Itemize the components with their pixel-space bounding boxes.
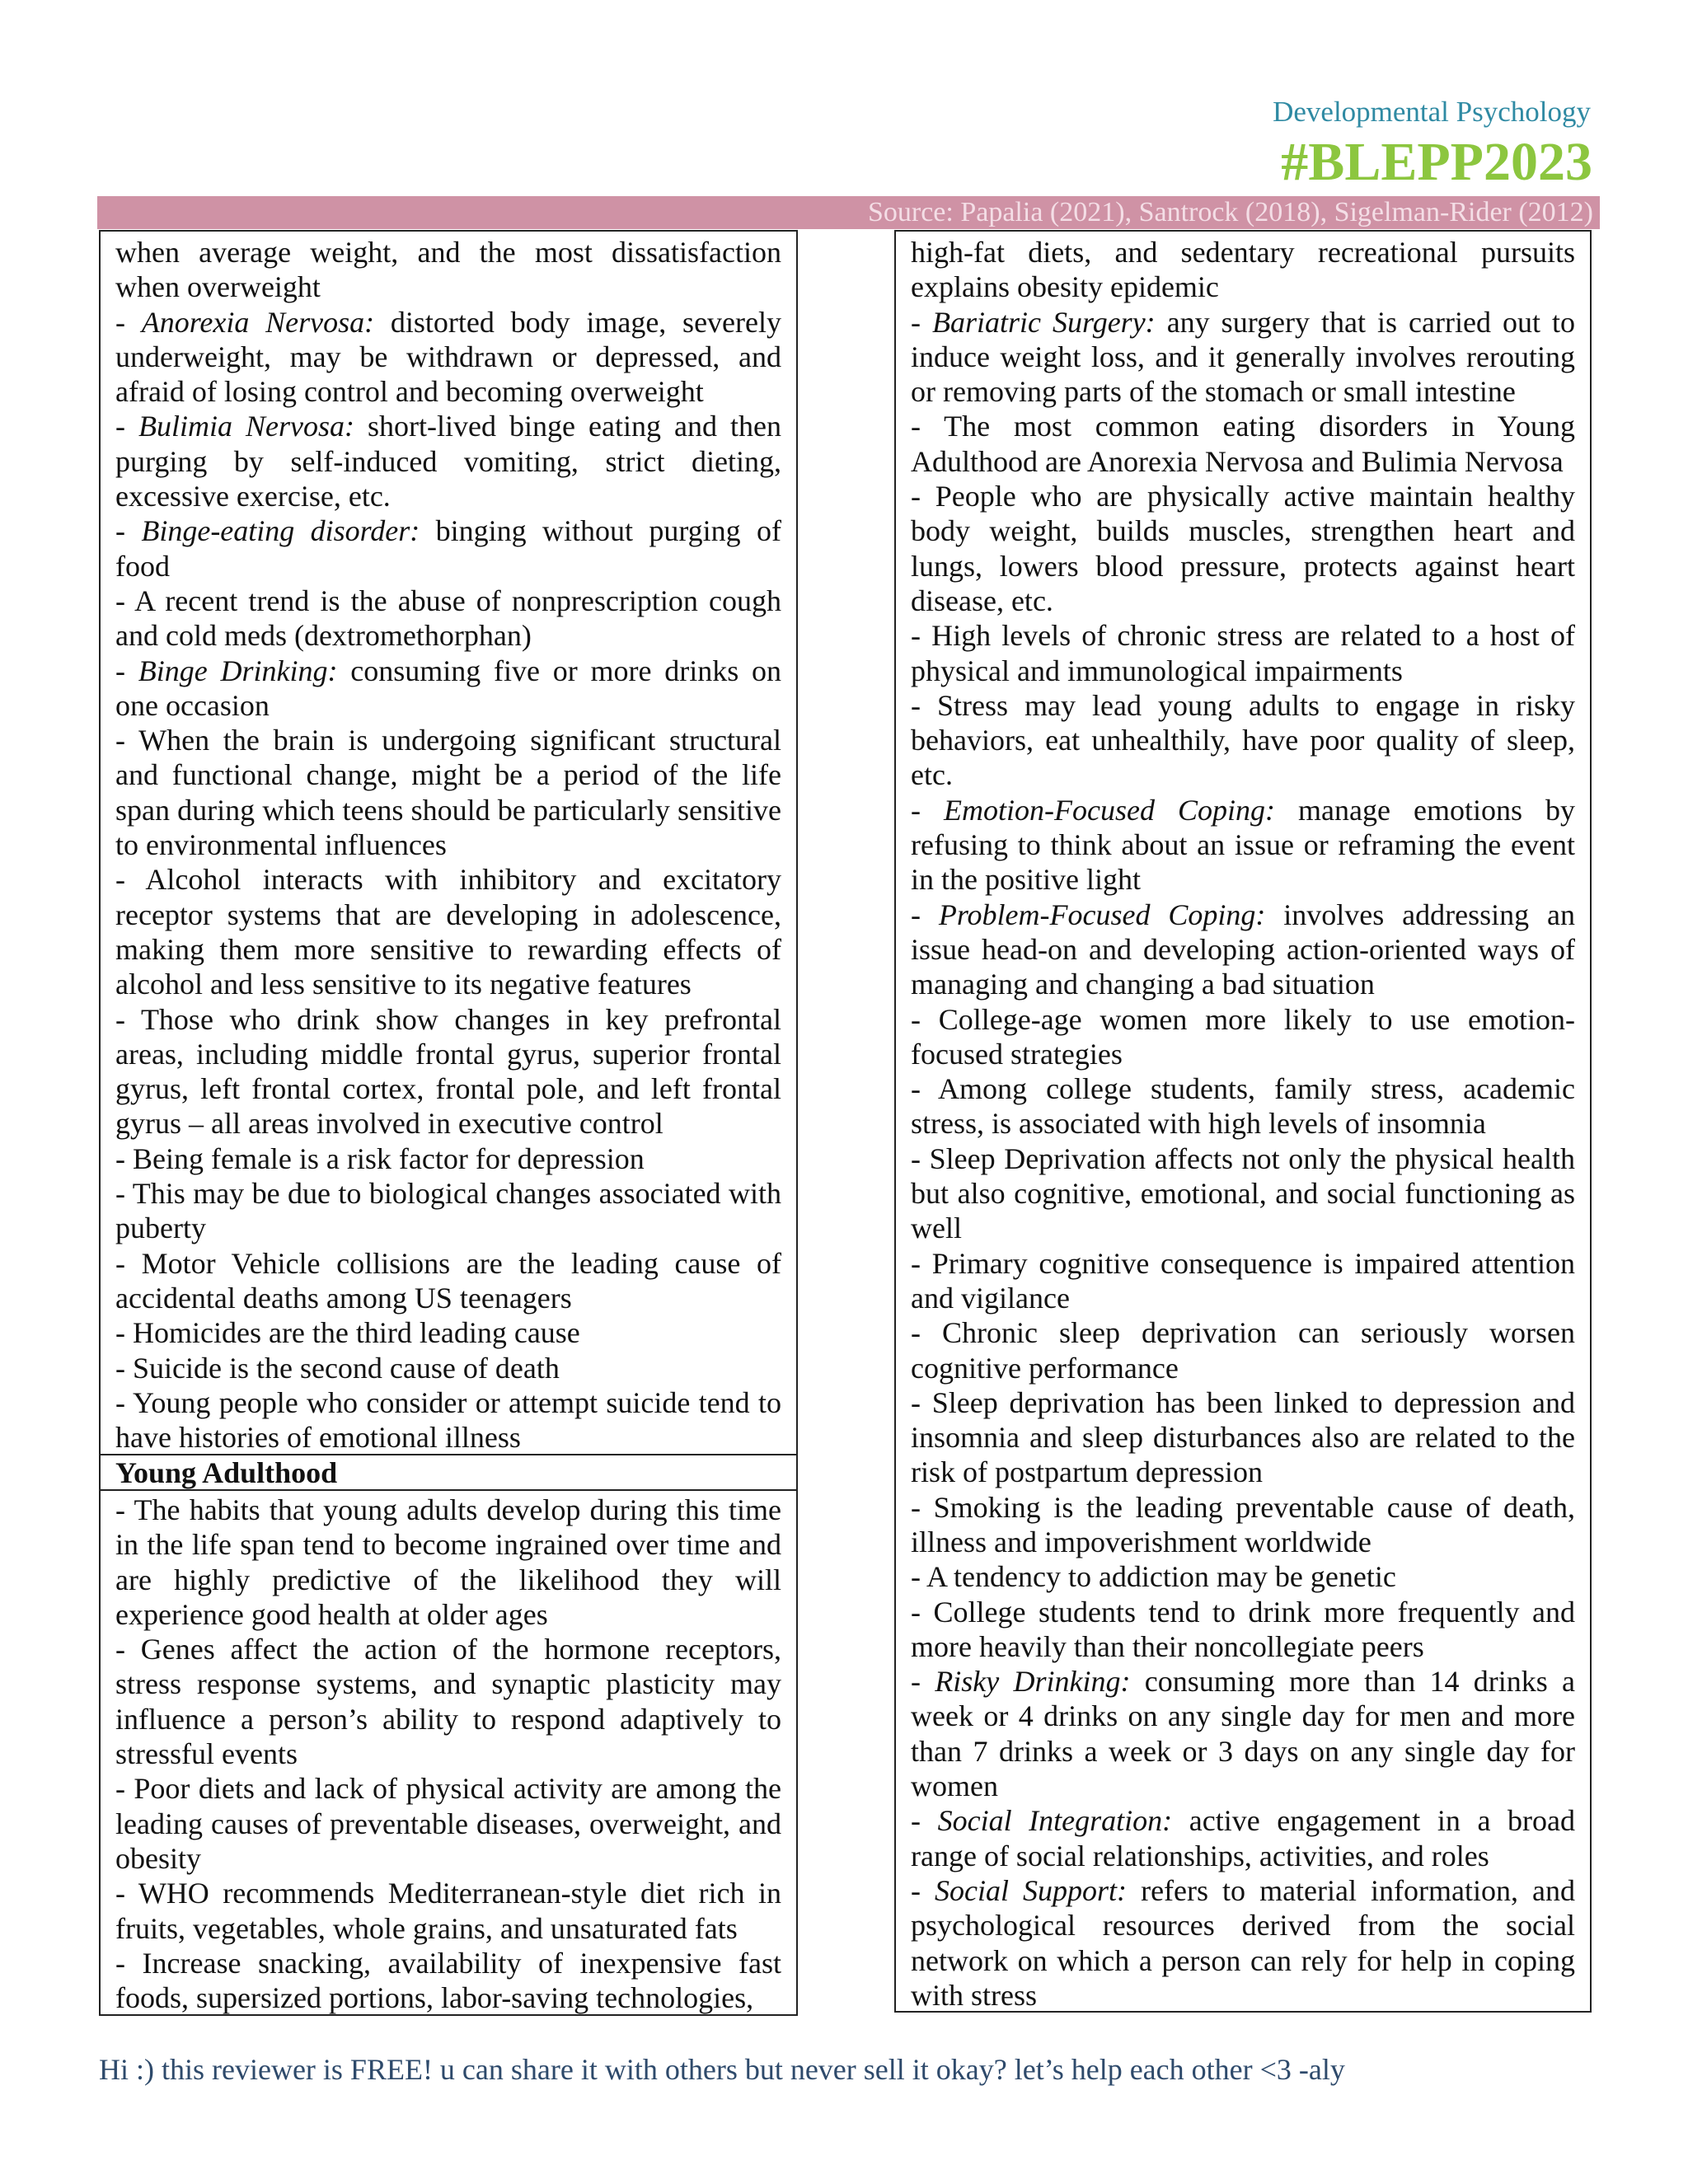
bullet-dash: - <box>115 654 138 687</box>
list-item <box>115 1493 781 1632</box>
item-text: binging without purging of food <box>115 514 781 583</box>
term-label: Bariatric Surgery: <box>932 305 1156 339</box>
term-label: Bulimia Nervosa: <box>138 410 355 443</box>
item-text: - Sleep Deprivation affects not only the physical health but also cognitive, emotional, and social functioning as well <box>911 1141 1575 1245</box>
subject-label: Developmental Psychology <box>1273 96 1591 128</box>
bullet-dash: - <box>911 305 933 339</box>
item-text: - Among college students, family stress, academic stress, is associated with high levels of insomnia <box>911 1072 1575 1141</box>
item-text: - The habits that young adults develop during this time in the life span tend to become ingrained over time and are highly predictive of the likelihood they will experience good health at older ages <box>115 1493 781 1631</box>
item-text: - Being female is a risk factor for depression <box>115 1141 645 1175</box>
section-heading-young-adulthood: Young Adulthood <box>99 1454 798 1491</box>
item-text: - Primary cognitive consequence is impaired attention and vigilance <box>911 1246 1575 1315</box>
brand-title: #BLEPP2023 <box>1281 132 1592 192</box>
item-text: consuming more than 14 drinks a week or 4 drinks on any single day for men and more than 7 drinks a week or 3 days on any single day for women <box>911 1665 1576 1803</box>
item-text: - College students tend to drink more frequently and more heavily than their noncollegiate peers <box>911 1595 1575 1663</box>
term-label: Social Integration: <box>937 1804 1173 1838</box>
list-item <box>115 1176 781 1246</box>
item-text: - A recent trend is the abuse of nonprescription cough and cold meds (dextromethorphan) <box>115 583 781 653</box>
bullet-dash: - <box>911 1665 935 1699</box>
list-item <box>911 688 1575 793</box>
term-label: Emotion-Focused Coping: <box>944 793 1275 827</box>
item-text: involves addressing an issue head-on and developing action-oriented ways of managing and changing a bad situation <box>911 898 1576 1001</box>
item-text: - Chronic sleep deprivation can seriously worsen cognitive performance <box>911 1316 1575 1385</box>
item-text: distorted body image, severely underweight, may be withdrawn or depressed, and afraid of losing control and becoming overweight <box>115 305 781 409</box>
bullet-dash: - <box>115 410 139 443</box>
list-item <box>115 409 781 513</box>
item-text: - Homicides are the third leading cause <box>115 1316 580 1350</box>
item-text: - High levels of chronic stress are related to a host of physical and immunological impairments <box>911 619 1575 687</box>
item-text: - People who are physically active maintain healthy body weight, builds muscles, strengthen heart and lungs, lowers blood pressure, protects against heart disease, etc. <box>911 480 1575 617</box>
list-item <box>911 898 1575 1002</box>
list-item <box>115 1315 781 1350</box>
item-text: - This may be due to biological changes associated with puberty <box>115 1177 781 1245</box>
list-item <box>911 1246 1575 1316</box>
item-text: consuming five or more drinks on one occasion <box>115 654 781 722</box>
bullet-dash: - <box>911 1804 938 1838</box>
list-item <box>911 618 1575 688</box>
item-text: - Sleep deprivation has been linked to depression and insomnia and sleep disturbances also are related to the risk of postpartum depression <box>911 1385 1575 1489</box>
item-text: high-fat diets, and sedentary recreational pursuits explains obesity epidemic <box>911 236 1575 304</box>
item-text: - Those who drink show changes in key prefrontal areas, including middle frontal gyrus, superior frontal gyrus, left frontal cortex, frontal pole, and left frontal gyrus – all areas involved in executive control <box>115 1002 781 1141</box>
term-label: Anorexia Nervosa: <box>141 305 375 339</box>
item-text: - College-age women more likely to use emotion-focused strategies <box>911 1002 1575 1071</box>
list-item <box>911 1595 1575 1665</box>
item-text: - WHO recommends Mediterranean-style diet rich in fruits, vegetables, whole grains, and unsaturated fats <box>115 1877 781 1945</box>
list-item <box>911 479 1575 618</box>
list-item <box>911 1873 1575 2013</box>
item-text: - When the brain is undergoing significant structural and functional change, might be a period of the life span during which teens should be particularly sensitive to environmental influences <box>115 724 781 862</box>
item-text: refers to material information, and psychological resources derived from the social network on which a person can rely for help in coping with stress <box>911 1873 1576 2012</box>
item-text: short-lived binge eating and then purging by self-induced vomiting, strict dieting, excessive exercise, etc. <box>115 410 781 513</box>
list-item <box>115 1351 781 1385</box>
source-bar <box>97 196 1600 229</box>
term-label: Problem-Focused Coping: <box>938 898 1266 931</box>
item-text: - Poor diets and lack of physical activity are among the leading causes of preventable diseases, overweight, and obesity <box>115 1772 781 1875</box>
bullet-dash: - <box>911 793 945 827</box>
list-item <box>115 654 781 724</box>
item-text: when average weight, and the most dissatisfaction when overweight <box>115 236 781 304</box>
list-item <box>115 1141 781 1176</box>
bullet-dash: - <box>911 898 939 931</box>
item-text: - A tendency to addiction may be genetic <box>911 1560 1396 1594</box>
item-text: - Smoking is the leading preventable cause of death, illness and impoverishment worldwide <box>911 1490 1575 1558</box>
list-item <box>911 1141 1575 1246</box>
item-text: - Alcohol interacts with inhibitory and excitatory receptor systems that are developing in adolescence, making them more sensitive to rewarding effects of alcohol and less sensitive to its negative features <box>115 863 781 1001</box>
right-column-box <box>894 230 1592 2013</box>
item-text: - Stress may lead young adults to engage in risky behaviors, eat unhealthily, have poor quality of sleep, etc. <box>911 688 1575 792</box>
item-text: - Motor Vehicle collisions are the leading cause of accidental deaths among US teenagers <box>115 1246 781 1315</box>
list-item <box>115 1771 781 1876</box>
list-item <box>911 235 1575 305</box>
list-item <box>911 409 1575 479</box>
list-item <box>115 862 781 1001</box>
list-item <box>115 513 781 583</box>
list-item <box>911 1002 1575 1072</box>
list-item <box>911 1490 1575 1560</box>
source-citation: Source: Papalia (2021), Santrock (2018), Sigelman-Rider (2012) <box>867 197 1593 227</box>
list-item <box>115 1246 781 1316</box>
term-label: Binge Drinking: <box>138 654 338 687</box>
left-column-bottom-box <box>99 1489 798 2016</box>
item-text: - Young people who consider or attempt suicide tend to have histories of emotional illness <box>115 1385 781 1455</box>
list-item <box>911 793 1575 898</box>
list-item <box>115 235 781 305</box>
left-column-top-box <box>99 230 798 1455</box>
list-item <box>911 1385 1575 1490</box>
item-text: - Increase snacking, availability of inexpensive fast foods, supersized portions, labor-saving technologies, <box>115 1946 781 2015</box>
item-text: any surgery that is carried out to induce weight loss, and it generally involves rerouting or removing parts of the stomach or small intestine <box>911 305 1575 409</box>
item-text: active engagement in a broad range of social relationships, activities, and roles <box>911 1804 1575 1872</box>
bullet-dash: - <box>911 1873 935 1907</box>
list-item <box>115 1385 781 1455</box>
list-item <box>115 1946 781 2016</box>
list-item <box>911 1803 1575 1873</box>
list-item <box>911 1315 1575 1385</box>
footer-note: Hi :) this reviewer is FREE! u can share it with others but never sell it okay? let’s help each other <3 -aly <box>99 2053 1345 2086</box>
term-label: Binge-eating disorder: <box>141 514 420 548</box>
term-label: Risky Drinking: <box>935 1665 1131 1699</box>
item-text: - The most common eating disorders in Young Adulthood are Anorexia Nervosa and Bulimia Nervosa <box>911 410 1575 478</box>
term-label: Social Support: <box>935 1873 1128 1907</box>
list-item <box>115 583 781 654</box>
list-item <box>115 305 781 410</box>
bullet-dash: - <box>115 305 142 339</box>
list-item <box>911 1664 1575 1803</box>
list-item <box>911 1071 1575 1141</box>
list-item <box>115 1632 781 1771</box>
list-item <box>115 723 781 862</box>
list-item <box>911 305 1575 410</box>
item-text: - Suicide is the second cause of death <box>115 1351 560 1385</box>
bullet-dash: - <box>115 514 142 548</box>
list-item <box>115 1002 781 1141</box>
item-text: - Genes affect the action of the hormone receptors, stress response systems, and synaptic plasticity may influence a person’s ability to respond adaptively to stressful events <box>115 1633 781 1771</box>
list-item <box>115 1876 781 1946</box>
item-text: manage emotions by refusing to think about an issue or reframing the event in the positive light <box>911 793 1575 897</box>
list-item <box>911 1559 1575 1594</box>
